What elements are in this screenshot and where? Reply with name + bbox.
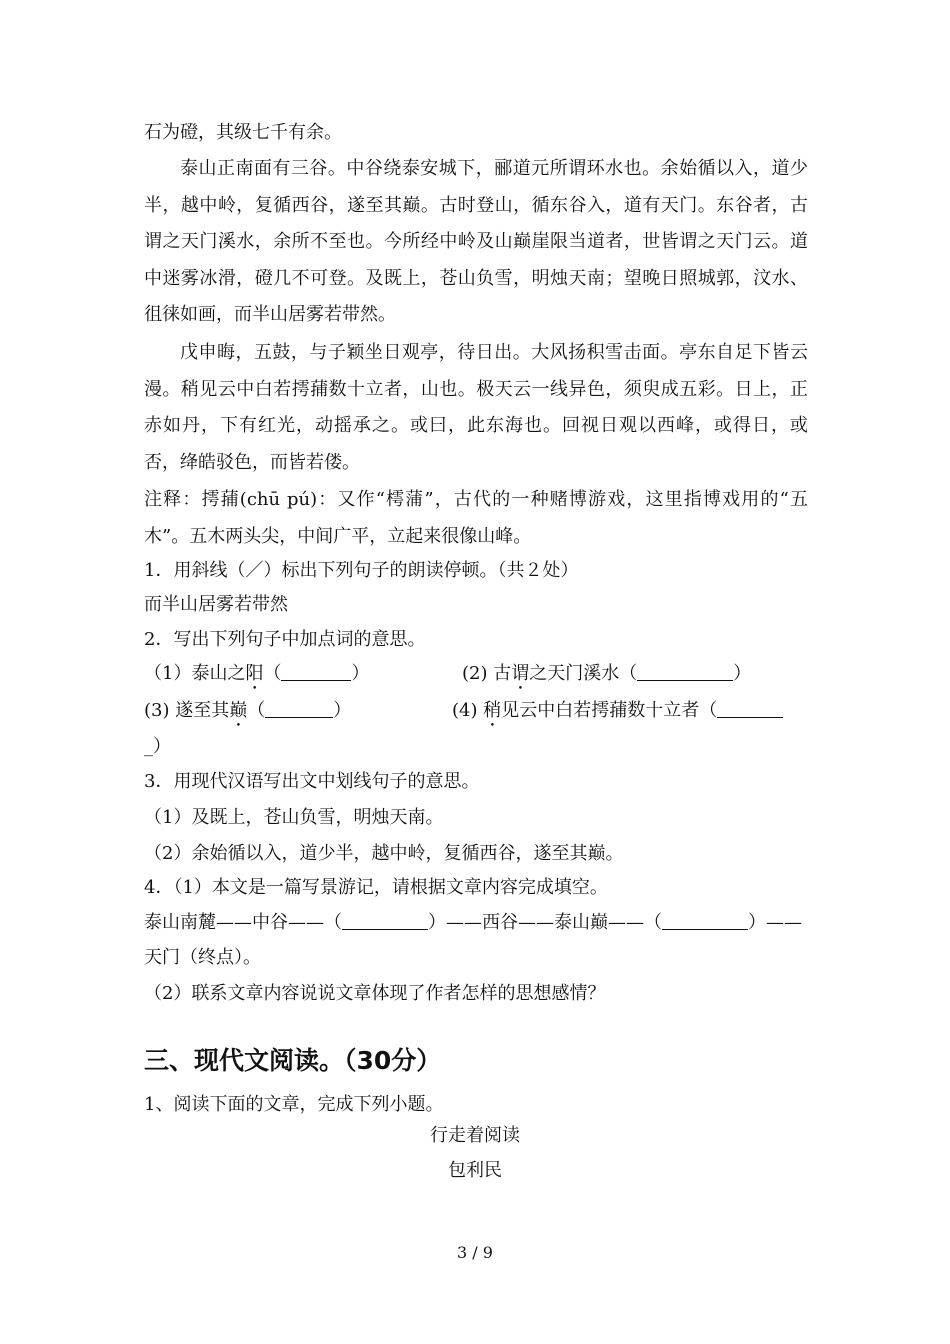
- question-2-item-1: [144, 662, 369, 694]
- article-title: 行走着阅读: [430, 1125, 520, 1146]
- page-number: 3 / 9: [457, 1243, 493, 1262]
- article-author: 包利民: [448, 1160, 502, 1181]
- question-2-item-4: [452, 699, 783, 731]
- question-4-item-2: （2）联系文章内容说说文章体现了作者怎样的思想感情？: [144, 983, 606, 1004]
- passage-paragraph-1: 泰山正南面有三谷。中谷绕泰安城下，郦道元所谓环水也。余始循以入，道少半，越中岭，复循西谷，遂至其巅。古时登山，循东谷入，道有天门。东谷者，古谓之天门溪水，余所不至也。今所经中岭及山巅崖限当道者，世皆谓之天门云。道中迷雾冰滑，磴几不可登。及既上，苍山负雪，明烛天南；望晚日照城郭，汶水、徂徕如画，而半山居雾若带然。: [144, 158, 808, 325]
- question-2-item-3: [144, 699, 351, 731]
- q2-2-open: 之天门溪水（: [529, 663, 638, 684]
- q4-route-end: ）——: [748, 912, 802, 933]
- q2-2-dotted-word: 谓: [511, 663, 530, 684]
- q2-3-dotted-word: 巅: [229, 700, 248, 721]
- q2-2-close: ）: [733, 663, 752, 684]
- section-3-heading: 三、现代文阅读。（30分）: [144, 1046, 442, 1075]
- q2-3-answer-blank[interactable]: [265, 699, 333, 718]
- q2-1-answer-blank[interactable]: [281, 662, 351, 681]
- q2-4-dotted-word: 稍: [483, 700, 502, 721]
- question-2-item-2: [462, 662, 751, 694]
- q2-1-dotted-word: 阳: [245, 663, 264, 684]
- q2-3-open: （: [247, 700, 266, 721]
- q2-3-close: ）: [333, 700, 352, 721]
- question-3: 3．用现代汉语写出文中划线句子的意思。: [144, 771, 480, 792]
- q2-1-prefix: （1）泰山之: [144, 663, 246, 684]
- question-2: 2．写出下列句子中加点词的意思。: [144, 629, 426, 650]
- annotation-note: 注释：摴蒱(chū pú)：又作“樗蒲”，古代的一种赌博游戏，这里指博戏用的“五木”。五木两头尖，中间广平，立起来很像山峰。: [144, 489, 808, 547]
- question-4: 4．（1）本文是一篇写景游记，请根据文章内容完成填空。: [144, 877, 608, 898]
- q2-2-prefix: (2) 古: [462, 663, 512, 684]
- question-3-item-2: （2）余始循以入，道少半，越中岭，复循西谷，遂至其巅。: [144, 843, 624, 864]
- question-1: 1．用斜线（／）标出下列句子的朗读停顿。（共２处）: [144, 560, 579, 581]
- question-3-item-1: （1）及既上，苍山负雪，明烛天南。: [144, 807, 444, 828]
- q2-4-continuation: _）: [144, 736, 171, 757]
- question-4-route-line: [144, 911, 802, 935]
- q2-3-prefix: (3) 遂至其: [144, 700, 230, 721]
- passage-paragraph-2: 戊申晦，五鼓，与子颖坐日观亭，待日出。大风扬积雪击面。亭东自足下皆云漫。稍见云中白若摴蒱数十立者，山也。极天云一线异色，须臾成五彩。日上，正赤如丹，下有红光，动摇承之。或曰，此东海也。回视日观以西峰，或得日，或否，绛皓驳色，而皆若偻。: [144, 342, 808, 473]
- q2-4-open: 见云中白若摴蒱数十立者（: [501, 700, 718, 721]
- q4-route-middle: ）——西谷——泰山巅——（: [428, 912, 662, 933]
- passage-line-0: 石为磴，其级七千有余。: [144, 122, 342, 143]
- q2-2-answer-blank[interactable]: [637, 662, 733, 681]
- question-4-route-destination: 天门（终点）。: [144, 947, 261, 968]
- q2-4-answer-blank[interactable]: [717, 699, 783, 718]
- q2-1-open: （: [263, 663, 282, 684]
- question-1-sentence: 而半山居雾若带然: [144, 594, 288, 615]
- q2-4-prefix: (4): [452, 700, 484, 721]
- q2-1-close: ）: [351, 663, 370, 684]
- q4-blank-1[interactable]: [342, 911, 428, 930]
- q4-route-start: 泰山南麓——中谷——（: [144, 912, 342, 933]
- section-3-instruction: 1、阅读下面的文章，完成下列小题。: [144, 1094, 444, 1115]
- q4-blank-2[interactable]: [662, 911, 748, 930]
